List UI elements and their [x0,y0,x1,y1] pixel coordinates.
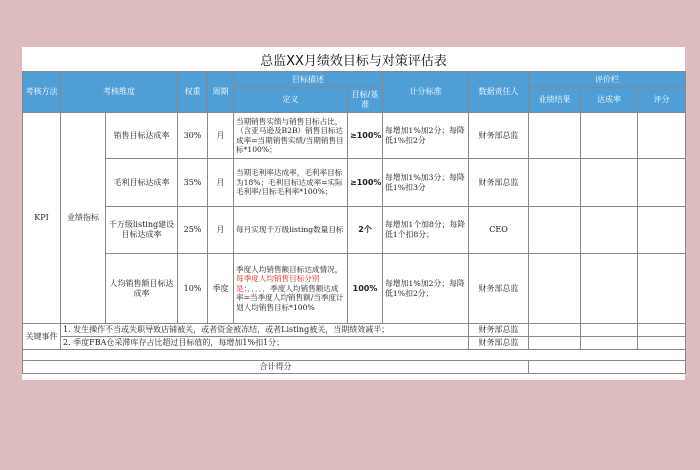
perf-result-cell[interactable] [529,254,581,324]
kpi-owner: 财务部总监 [469,159,529,207]
header-definition: 定义 [234,88,348,113]
header-weight: 权重 [178,72,208,113]
score-cell[interactable] [638,324,686,337]
kpi-row [23,113,686,159]
total-row [23,361,686,374]
key-event-owner: 财务部总监 [469,324,529,337]
kpi-dimension: 毛利目标达成率 [106,159,178,207]
key-events-label: 关键事件 [23,324,61,350]
key-event-text: 2. 季度FBA仓采滞库存占比超过目标值的，每增加1%扣1分； [61,337,469,350]
kpi-method-cell: KPI [23,113,61,324]
perf-result-cell[interactable] [529,159,581,207]
score-cell[interactable] [638,113,686,159]
header-eval-group: 评价栏 [529,72,686,88]
sheet-title: 总监XX月绩效目标与对策评估表 [260,53,447,69]
kpi-target: ≥100% [348,159,383,207]
score-cell[interactable] [638,159,686,207]
kpi-weight: 35% [178,159,208,207]
header-dimension: 考核维度 [61,72,178,113]
kpi-category-cell: 业绩指标 [61,113,106,324]
total-label: 合计得分 [23,361,529,374]
score-cell[interactable] [638,207,686,254]
kpi-target: 100% [348,254,383,324]
kpi-owner: 财务部总监 [469,254,529,324]
achieve-rate-cell[interactable] [581,337,638,350]
kpi-definition: 当期销售实绩与销售目标占比，（含亚马逊及B2B）销售目标达成率=当期销售实绩/当期销售目标*100%； [234,113,348,159]
kpi-standard: 每增加1%加2分；每降低1%扣2分 [383,113,469,159]
score-cell[interactable] [638,337,686,350]
perf-result-cell[interactable] [529,113,581,159]
kpi-row [23,254,686,324]
header-row-1 [23,72,686,88]
empty-cell [23,350,686,361]
kpi-weight: 10% [178,254,208,324]
kpi-period: 月 [208,159,234,207]
total-score-cell[interactable] [529,361,686,374]
header-method: 考核方法 [23,72,61,113]
perf-result-cell[interactable] [529,207,581,254]
header-period: 周期 [208,72,234,113]
kpi-definition: 当期毛利率达成率，毛利率目标为18%；毛利目标达成率=实际毛利率/目标毛利率*100%； [234,159,348,207]
kpi-row [23,159,686,207]
kpi-dimension: 销售目标达成率 [106,113,178,159]
kpi-weight: 30% [178,113,208,159]
key-event-owner: 财务部总监 [469,337,529,350]
perf-result-cell[interactable] [529,337,581,350]
perf-result-cell[interactable] [529,324,581,337]
achieve-rate-cell[interactable] [581,324,638,337]
definition-text: 季度人均销售额目标达成情况， [236,264,343,274]
kpi-standard: 每增加1%加3分；每降低1%扣3分 [383,159,469,207]
kpi-definition [234,254,348,324]
key-event-row [23,324,686,337]
kpi-owner: CEO [469,207,529,254]
key-event-text: 1. 发生操作不当或失职导致店铺被关，或者资金被冻结，或者Listing被关，当期绩效减半； [61,324,469,337]
achieve-rate-cell[interactable] [581,207,638,254]
header-target-base: 目标/基准 [348,88,383,113]
evaluation-table [22,71,686,374]
achieve-rate-cell[interactable] [581,254,638,324]
kpi-standard: 每增加1%加2分；每降低1%扣2分； [383,254,469,324]
header-goal-group: 目标描述 [234,72,383,88]
definition-highlight: 每季度人均销售目标分别是 [236,274,320,293]
kpi-row [23,207,686,254]
kpi-period: 月 [208,113,234,159]
kpi-period: 月 [208,207,234,254]
kpi-dimension: 人均销售额目标达成率 [106,254,178,324]
header-data-owner: 数据责任人 [469,72,529,113]
kpi-weight: 25% [178,207,208,254]
achieve-rate-cell[interactable] [581,113,638,159]
kpi-dimension: 千万级listing建设目标达成率 [106,207,178,254]
achieve-rate-cell[interactable] [581,159,638,207]
key-event-row [23,337,686,350]
evaluation-sheet [22,47,685,380]
kpi-target: 2个 [348,207,383,254]
definition-text: ：．．．．．季度人均销售额达成率=当季度人均销售额/当季度计划人均销售目标*100% [236,283,344,312]
header-perf-result: 业绩结果 [529,88,581,113]
kpi-owner: 财务部总监 [469,113,529,159]
kpi-standard: 每增加1个加8分；每降低1个扣8分； [383,207,469,254]
kpi-definition: 每月实现千万级listing数量目标 [234,207,348,254]
empty-row [23,350,686,361]
score-cell[interactable] [638,254,686,324]
kpi-target: ≥100% [348,113,383,159]
kpi-period: 季度 [208,254,234,324]
header-achieve-rate: 达成率 [581,88,638,113]
header-score: 评分 [638,88,686,113]
header-calc-standard: 计分标准 [383,72,469,113]
